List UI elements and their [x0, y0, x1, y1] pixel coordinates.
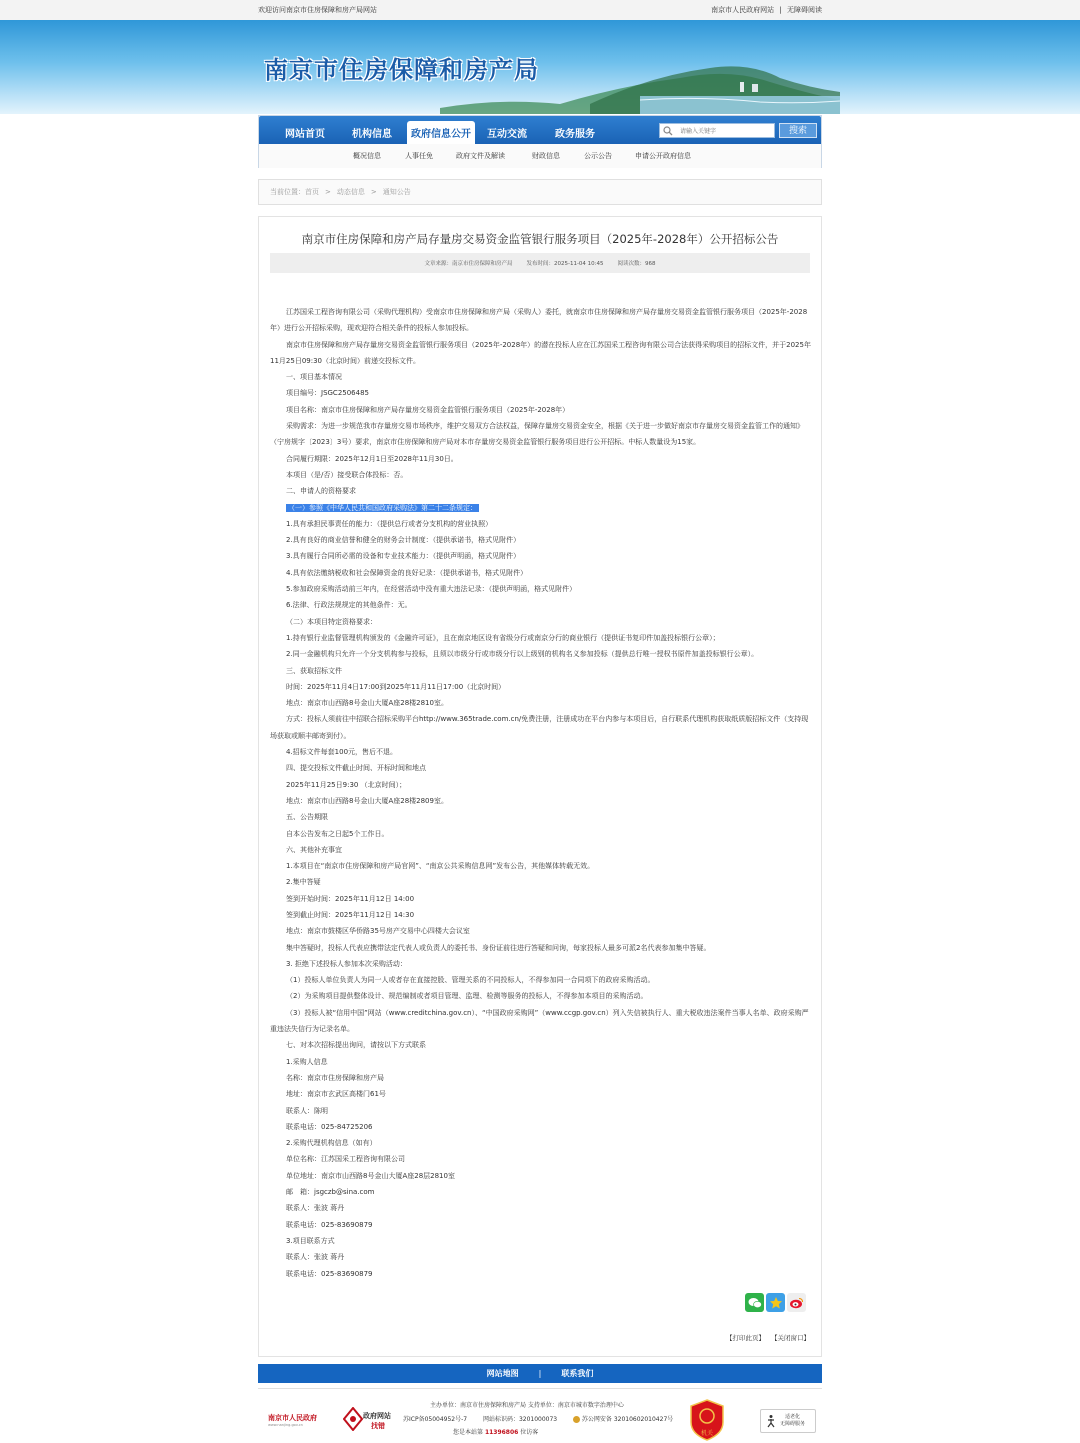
sub-nav	[259, 144, 821, 168]
top-link-separator: |	[779, 6, 782, 14]
article-paragraph: （二）本项目特定资格要求：	[286, 617, 377, 626]
footer-link-separator: |	[538, 1369, 542, 1378]
breadcrumb-separator: >	[370, 188, 377, 196]
article-paragraph: 地址：南京市玄武区高楼门61号	[286, 1090, 386, 1099]
article-paragraph: 名称：南京市住房保障和房产局	[286, 1073, 384, 1082]
welcome-text: 欢迎访问南京市住房保障和房产局网站	[258, 6, 377, 14]
icp-number[interactable]: 苏ICP备05004952号-7	[403, 1415, 468, 1423]
main-nav	[259, 116, 821, 144]
subnav-documents[interactable]: 政府文件及解读	[456, 152, 505, 160]
nanjing-gov-logo[interactable]: 南京市人民政府 www.nanjing.gov.cn	[268, 1414, 317, 1427]
subnav-notices[interactable]: 公示公告	[584, 152, 612, 160]
site-banner	[0, 20, 1080, 114]
article-source: 文章来源：南京市住房保障和房产局	[424, 261, 513, 267]
nav-interaction[interactable]: 互动交流	[487, 129, 527, 140]
accessibility-link[interactable]: 无障碍阅读	[787, 6, 822, 14]
article-paragraph: 4.具有依法缴纳税收和社会保障资金的良好记录：（提供承诺书，格式见附件）	[286, 568, 528, 577]
article-paragraph: 邮 箱：jsgczb@sina.com	[286, 1188, 375, 1197]
footer-host: 主办单位：南京市住房保障和房产局 支持单位：南京市城市数字治理中心	[430, 1402, 624, 1409]
subnav-finance[interactable]: 财政信息	[532, 152, 560, 160]
article-paragraph: 联系电话：025-83690879	[286, 1220, 373, 1229]
article-paragraph	[270, 500, 811, 516]
article-paragraph: 三、获取招标文件	[286, 666, 342, 675]
article-paragraph: 1.采购人信息	[286, 1057, 328, 1066]
article-paragraph: 五、公告期限	[286, 813, 328, 822]
article-paragraph: 四、提交投标文件截止时间、开标时间和地点	[286, 764, 426, 773]
close-window-link[interactable]: 【关闭窗口】	[771, 1334, 810, 1342]
error-report-icon	[343, 1407, 363, 1431]
top-bar	[0, 0, 1080, 20]
police-badge-icon	[573, 1416, 580, 1423]
gov-site-link[interactable]: 南京市人民政府网站	[711, 6, 775, 14]
breadcrumb	[258, 179, 822, 205]
party-organ-badge[interactable]	[688, 1398, 726, 1443]
article-paragraph: 联系人：张波 蒋丹	[286, 1204, 345, 1213]
article-paragraph: 时间：2025年11月4日17:00到2025年11月11日17:00（北京时间）	[286, 682, 506, 691]
article-paragraph: 南京市住房保障和房产局存量房交易资金监管银行服务项目（2025年-2028年）的潜在投标人应在江苏国采工程咨询有限公司合法获得采购项目的招标文件，并于2025年11月25日09:30（北京时间）前递交投标文件。	[270, 340, 811, 365]
article-paragraph: 2025年11月25日9:30 （北京时间）；	[286, 780, 407, 789]
svg-text:机关: 机关	[700, 1430, 714, 1437]
subnav-personnel[interactable]: 人事任免	[405, 152, 433, 160]
error-report-sub: 找错	[371, 1422, 385, 1430]
weibo-share-icon[interactable]	[787, 1293, 806, 1312]
footer	[258, 1388, 822, 1443]
footer-registration	[403, 1413, 683, 1427]
article-paragraph: 签到开始时间：2025年11月12日 14:00	[286, 894, 415, 903]
breadcrumb-separator: >	[325, 188, 331, 196]
article-paragraph: 单位名称：江苏国采工程咨询有限公司	[286, 1155, 405, 1164]
article-paragraph: 3. 拒绝下述投标人参加本次采购活动：	[286, 959, 407, 968]
site-title: 南京市住房保障和房产局	[264, 55, 539, 84]
footer-nav	[258, 1364, 822, 1383]
accessibility-label: 适老化 无障碍服务	[780, 1414, 806, 1427]
article-paragraph: 七、对本次招标提出询问，请按以下方式联系	[286, 1041, 426, 1050]
article-body	[270, 304, 811, 1282]
wechat-share-icon[interactable]	[745, 1293, 764, 1312]
article-date: 发布时间：2025-11-04 10:45	[526, 261, 604, 267]
breadcrumb-prefix: 当前位置：首页	[270, 188, 319, 196]
print-page-link[interactable]: 【打印此页】	[726, 1334, 765, 1342]
breadcrumb-home[interactable]: 首页	[305, 188, 319, 196]
elderly-accessibility-badge[interactable]	[760, 1409, 816, 1433]
article-paragraph: 自本公告发布之日起5个工作日。	[286, 829, 389, 838]
article-paragraph: 二、申请人的资格要求	[286, 487, 356, 496]
share-buttons	[745, 1293, 806, 1312]
breadcrumb-notices[interactable]: 通知公告	[382, 188, 411, 196]
subnav-apply-disclosure[interactable]: 申请公开政府信息	[635, 152, 691, 160]
subnav-overview[interactable]: 概况信息	[353, 152, 381, 160]
article-paragraph: 采购需求：为进一步规范我市存量房交易市场秩序，维护交易双方合法权益，保障存量房交易资金安全，根据《关于进一步做好南京市存量房交易资金监管工作的通知》（宁房规字〔2023〕3号）要求，南京市住房保障和房产局对本市存量房交易资金监管银行服务项目进行公开招标。中标人数量设为15家。	[270, 422, 804, 447]
nav-home[interactable]: 网站首页	[285, 129, 325, 140]
article-paragraph: 本项目（是/否）接受联合体投标：否。	[286, 470, 408, 479]
footer-sitemap-link[interactable]: 网站地图	[486, 1369, 519, 1378]
article-paragraph: 3.具有履行合同所必需的设备和专业技术能力：（提供声明函，格式见附件）	[286, 552, 521, 561]
article-meta	[270, 253, 810, 273]
article-paragraph: 地点：南京市山西路8号金山大厦A座28楼2809室。	[286, 796, 448, 805]
article-paragraph: 联系人：陈明	[286, 1106, 328, 1115]
visit-count: 11396806	[484, 1429, 519, 1436]
site-id: 网站标识码：3201000073	[482, 1415, 558, 1423]
article-paragraph: 六、其他补充事宜	[286, 845, 342, 854]
article-paragraph: 2.同一金融机构只允许一个分支机构参与投标，且须以市级分行或市级分行以上级别的机构名义参加投标（提供总行唯一授权书原件加盖投标银行公章）。	[286, 650, 759, 659]
article-paragraph: 4.招标文件每套100元，售后不退。	[286, 748, 398, 757]
highlighted-text: （一）参照《中华人民共和国政府采购法》第二十二条规定：	[288, 503, 477, 512]
article-paragraph: 签到截止时间：2025年11月12日 14:30	[286, 910, 415, 919]
article-paragraph: 地点：南京市鼓楼区华侨路35号房产交易中心四楼大会议室	[286, 927, 470, 936]
article-title: 南京市住房保障和房产局存量房交易资金监管银行服务项目（2025年-2028年）公开招标公告	[301, 232, 779, 246]
search-icon	[663, 126, 673, 136]
accessibility-icon	[764, 1414, 778, 1428]
error-report-badge[interactable]	[343, 1407, 398, 1433]
favorite-share-icon[interactable]	[766, 1293, 785, 1312]
article-paragraph: 3.项目联系方式	[286, 1236, 335, 1245]
error-report-label: 政府网站	[363, 1412, 391, 1420]
article-paragraph: 2.集中答疑	[286, 878, 321, 887]
nav-gov-info[interactable]: 政府信息公开	[407, 121, 475, 144]
top-links	[711, 5, 822, 15]
footer-contact-link[interactable]: 联系我们	[561, 1369, 594, 1378]
article-paragraph: （1）投标人单位负责人为同一人或者存在直接控股、管理关系的不同投标人，不得参加同一合同项下的政府采购活动。	[286, 976, 655, 985]
article-panel	[258, 216, 822, 1357]
article-paragraph: 联系电话：025-84725206	[286, 1122, 373, 1131]
article-paragraph: 一、项目基本情况	[286, 373, 342, 382]
article-paragraph: 联系电话：025-83690879	[286, 1269, 373, 1278]
search-box	[659, 123, 775, 138]
article-paragraph: （3）投标人被“信用中国”网站（www.creditchina.gov.cn）、“中国政府采购网”（www.ccgp.gov.cn）列入失信被执行人、重大税收违法案件当事人名单、政府采购严重违法失信行为记录名单。	[270, 1008, 809, 1034]
article-paragraph: 地点：南京市山西路8号金山大厦A座28楼2810室。	[286, 699, 448, 708]
visit-counter: 您是本站第 11396806 位访客	[453, 1429, 539, 1436]
party-organ-icon	[688, 1398, 726, 1442]
article-paragraph: 1.具有承担民事责任的能力：（提供总行或者分支机构的营业执照）	[286, 519, 493, 528]
nav-org-info[interactable]: 机构信息	[352, 129, 392, 140]
article-paragraph: 江苏国采工程咨询有限公司（采购代理机构）受南京市住房保障和房产局（采购人）委托，就南京市住房保障和房产局存量房交易资金监管银行服务项目（2025年-2028年）进行公开招标采购，现欢迎符合相关条件的投标人参加投标。	[270, 308, 808, 333]
article-paragraph: 项目名称：南京市住房保障和房产局存量房交易资金监管银行服务项目（2025年-2028年）	[286, 405, 570, 414]
article-paragraph: （2）为采购项目提供整体设计、规范编制或者项目管理、监理、检测等服务的投标人，不得参加本项目的采购活动。	[286, 992, 648, 1001]
article-paragraph: 1.持有银行业监督管理机构颁发的《金融许可证》，且在南京地区设有省级分行或南京分行的商业银行（提供证书复印件加盖投标银行公章）；	[286, 633, 720, 642]
article-paragraph: 合同履行期限：2025年12月1日至2028年11月30日。	[286, 454, 458, 463]
article-paragraph: 2.具有良好的商业信誉和健全的财务会计制度：（提供承诺书，格式见附件）	[286, 536, 521, 545]
article-paragraph: 项目编号：JSGC2506485	[286, 389, 369, 398]
article-paragraph: 单位地址：南京市山西路8号金山大厦A座28层2810室	[286, 1171, 455, 1180]
article-paragraph: 联系人：张波 蒋丹	[286, 1253, 345, 1262]
article-paragraph: 5.参加政府采购活动前三年内，在经营活动中没有重大违法记录：（提供声明函，格式见附件）	[286, 585, 577, 594]
search-input[interactable]	[680, 125, 772, 137]
article-paragraph: 2.采购代理机构信息（如有）	[286, 1139, 377, 1148]
article-paragraph: 集中答疑时，投标人代表应携带法定代表人或负责人的委托书、身份证前往进行答疑和问询，每家投标人最多可派2名代表参加集中答疑。	[286, 943, 711, 952]
print-actions	[726, 1333, 810, 1342]
nav-services[interactable]: 政务服务	[555, 129, 595, 140]
search-button[interactable]: 搜索	[779, 123, 817, 138]
navigation	[258, 115, 822, 168]
breadcrumb-news[interactable]: 动态信息	[336, 188, 365, 196]
footer-info	[403, 1399, 683, 1440]
article-paragraph: 6.法律、行政法规规定的其他条件：无。	[286, 601, 412, 610]
article-paragraph: 1.本项目在“南京市住房保障和房产局官网”、“南京公共采购信息网”发布公告，其他媒体转载无效。	[286, 862, 595, 871]
article-views: 阅读次数：968	[617, 261, 656, 267]
article-paragraph: 方式：投标人须前往中招联合招标采购平台http://www.365trade.com.cn/免费注册，注册成功在平台内参与本项目后，自行联系代理机构获取纸质版招标文件（支持现场获取或顺丰邮寄到付）。	[270, 715, 809, 740]
police-record[interactable]: 苏公网安备 32010602010427号	[581, 1415, 674, 1423]
